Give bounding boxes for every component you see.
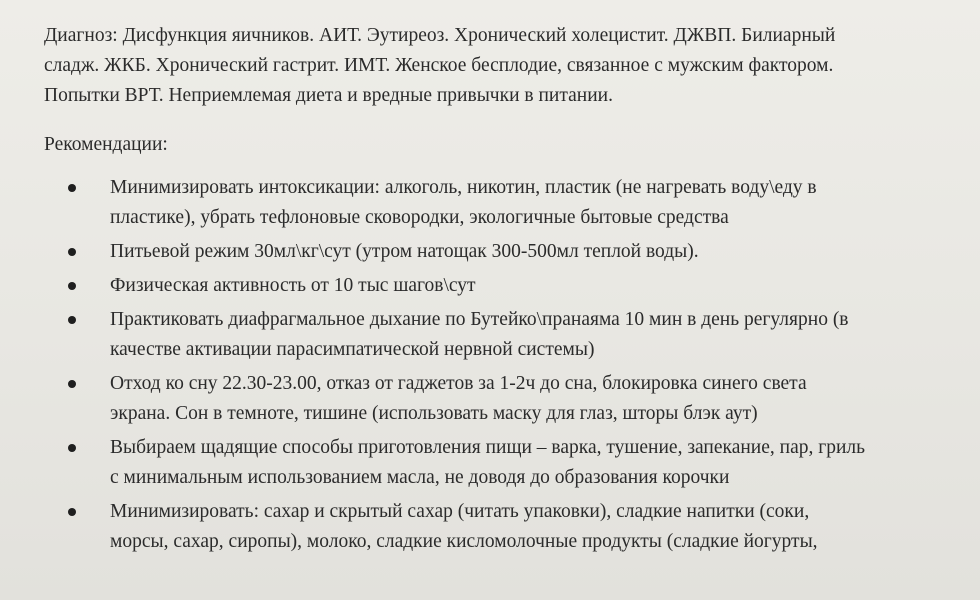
list-item-line: Минимизировать интоксикации: алкоголь, никотин, пластик (не нагревать воду\еду в [110, 177, 817, 198]
list-item-line: пластике), убрать тефлоновые сковородки, экологичные бытовые средства [110, 207, 729, 228]
diagnosis-line: сладж. ЖКБ. Хронический гастрит. ИМТ. Женское бесплодие, связанное с мужским фактором. [44, 55, 834, 76]
bullet-icon [68, 444, 76, 452]
bullet-icon [68, 380, 76, 388]
list-item [0, 173, 980, 233]
list-item [0, 237, 980, 267]
diagnosis-paragraph [44, 21, 924, 111]
bullet-icon [68, 282, 76, 290]
list-item-line: с минимальным использованием масла, не доводя до образования корочки [110, 467, 730, 488]
list-item [0, 271, 980, 301]
diagnosis-line: Попытки ВРТ. Неприемлемая диета и вредные привычки в питании. [44, 85, 613, 106]
list-item [0, 497, 980, 557]
recommendations-heading: Рекомендации: [44, 134, 168, 155]
bullet-icon [68, 508, 76, 516]
list-item-line: Выбираем щадящие способы приготовления пищи – варка, тушение, запекание, пар, гриль [110, 437, 866, 458]
list-item-line: Отход ко сну 22.30-23.00, отказ от гаджетов за 1-2ч до сна, блокировка синего света [110, 373, 807, 394]
list-item-line: качестве активации парасимпатической нервной системы) [110, 339, 595, 360]
list-item [0, 305, 980, 365]
list-item [0, 369, 980, 429]
recommendations-list [0, 173, 980, 561]
diagnosis-line: Диагноз: Дисфункция яичников. АИТ. Эутиреоз. Хронический холецистит. ДЖВП. Билиарный [44, 25, 836, 46]
list-item-line: морсы, сахар, сиропы), молоко, сладкие кисломолочные продукты (сладкие йогурты, [110, 531, 818, 552]
bullet-icon [68, 316, 76, 324]
list-item-line: Практиковать диафрагмальное дыхание по Бутейко\пранаяма 10 мин в день регулярно (в [110, 309, 849, 330]
list-item-line: Питьевой режим 30мл\кг\сут (утром натощак 300-500мл теплой воды). [110, 241, 699, 262]
bullet-icon [68, 248, 76, 256]
list-item-line: Физическая активность от 10 тыс шагов\сут [110, 275, 476, 296]
list-item-line: экрана. Сон в темноте, тишине (использовать маску для глаз, шторы блэк аут) [110, 403, 758, 424]
bullet-icon [68, 184, 76, 192]
list-item [0, 433, 980, 493]
list-item-line: Минимизировать: сахар и скрытый сахар (читать упаковки), сладкие напитки (соки, [110, 501, 810, 522]
